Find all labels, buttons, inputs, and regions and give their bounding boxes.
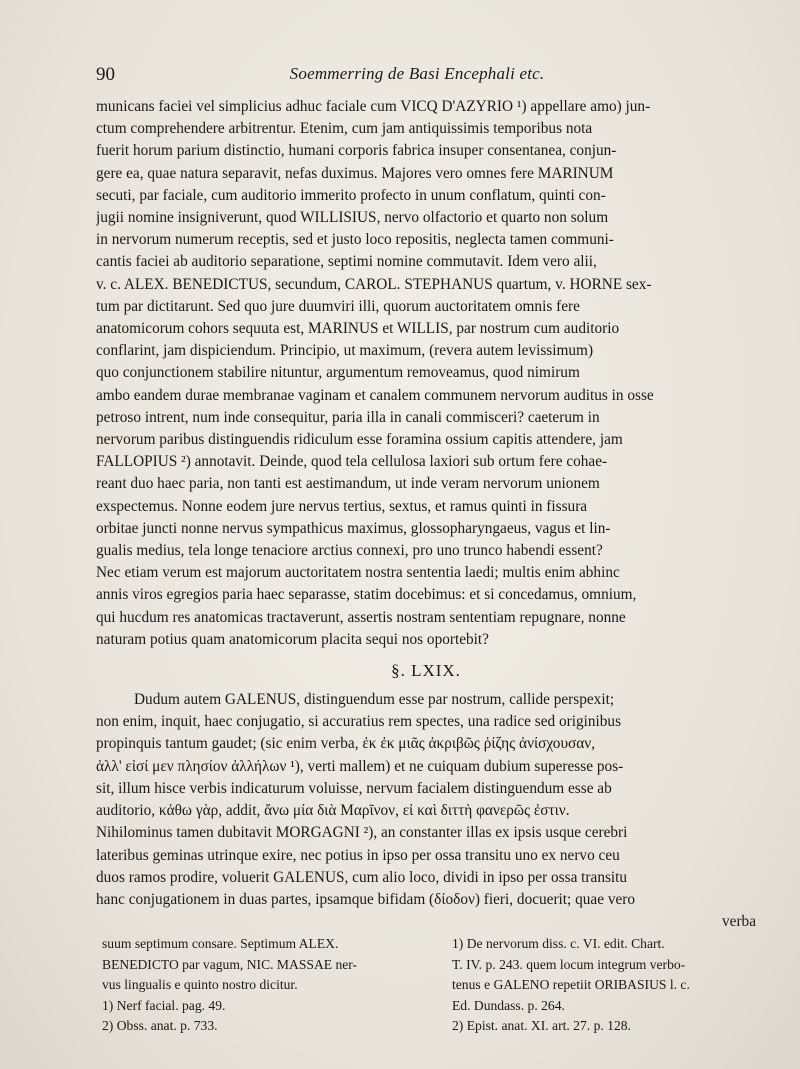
text-line: ἀλλ' εἰσί μεν πλησίον ἀλλήλων ¹), verti mallem) et ne cuiquam dubium superesse pos- — [96, 757, 624, 775]
text-line: ctum comprehendere arbitrentur. Etenim, cum jam antiquissimis temporibus nota — [96, 120, 593, 138]
footnotes-left-column — [102, 934, 417, 1037]
text-line: reant duo haec paria, non tanti est aestimandum, ut inde veram nervorum unionem — [96, 475, 600, 493]
text-line: nervorum paribus distinguendis ridiculum esse foramina ossium capitis attendere, jam — [96, 431, 623, 449]
text-line: jugii nomine insigniverunt, quod WILLISIUS, nervo olfactorio et quarto non solum — [96, 209, 609, 227]
footnote-line: 1) Nerf facial. pag. 49. — [102, 997, 226, 1013]
text-line: gualis medius, tela longe tenaciore arctius connexi, pro uno trunco habendi essent? — [96, 542, 603, 560]
text-line: municans faciei vel simplicius adhuc faciale cum VICQ D'AZYRIO ¹) appellare amo) jun- — [96, 98, 651, 115]
footnote-line: T. IV. p. 243. quem locum integrum verbo- — [452, 956, 686, 972]
text-line: in nervorum numerum receptis, sed et justo loco repositis, neglecta tamen communi- — [96, 231, 614, 249]
page-header — [96, 64, 738, 88]
footnote-line: vus lingualis e quinto nostro dicitur. — [102, 977, 298, 992]
text-line: propinquis tantum gaudet; (sic enim verba, ἐκ ἐκ μιᾶς ἀκριβῶς ῥίζης ἀνίσχουσαν, — [96, 735, 596, 753]
footnote-line: tenus e GALENO repetiit ORIBASIUS l. c. — [452, 977, 690, 992]
footnote-line: 1) De nervorum diss. c. VI. edit. Chart. — [452, 936, 665, 951]
footnote-line: suum septimum consare. Septimum ALEX. — [102, 936, 339, 951]
text-line: cantis faciei ab auditorio separatione, septimi nomine commutavit. Idem vero alii, — [96, 253, 597, 271]
text-line: duos ramos prodire, voluerit GALENUS, cum alio loco, dividi in ipso per ossa transitu — [96, 868, 628, 886]
text-line: tum par dictitarunt. Sed quo jure duumviri illi, quorum auctoritatem omnis fere — [96, 297, 580, 315]
text-line: conflarint, jam dispiciendum. Principio, ut maximum, (revera autem levissimum) — [96, 342, 594, 360]
catchword: verba — [722, 913, 756, 931]
text-line: lateribus geminas utrinque exire, nec potius in ipso per ossa transitu uno ex nervo ceu — [96, 846, 620, 864]
text-line: naturam potius quam anatomicorum placita sequi nos oportebit? — [96, 630, 489, 648]
text-line: fuerit horum parium distinctio, humani corporis fabrica insuper consentanea, conjun- — [96, 142, 617, 160]
footnote-line: BENEDICTO par vagum, NIC. MASSAE ner- — [102, 956, 358, 972]
text-line: orbitae juncti nonne nervus sympathicus maximus, glossopharyngaeus, vagus et lin- — [96, 519, 611, 537]
paragraph-2 — [96, 689, 756, 933]
text-line: v. c. ALEX. BENEDICTUS, secundum, CAROL. STEPHANUS quartum, v. HORNE sex- — [96, 275, 652, 293]
text-line: auditorio, κἀθω γὰρ, addit, ἄνω μία διὰ Μαρῖνον, εἰ καὶ διττὴ φανερῶς ἐστιν. — [96, 802, 570, 820]
footnote-line: 2) Epist. anat. XI. art. 27. p. 128. — [452, 1018, 631, 1033]
footnote-line: 2) Obss. anat. p. 733. — [102, 1018, 218, 1033]
text-line: petroso intrent, num inde consequitur, paria illa in canali commisceri? caeterum in — [96, 408, 600, 426]
text-line: hanc conjugationem in duas partes, ipsamque bifidam (δίοδον) fieri, docuerit; quae vero — [96, 890, 635, 908]
text-line: exspectemus. Nonne eodem jure nervus tertius, sextus, et ramus quinti in fissura — [96, 497, 588, 515]
text-line: non enim, inquit, haec conjugatio, si accuratius rem spectes, una radice sed originibus — [96, 713, 622, 731]
text-line: FALLOPIUS ²) annotavit. Deinde, quod tela cellulosa laxiori sub ortum fere cohae- — [96, 453, 608, 471]
text-line: quo conjunctionem stabilire nituntur, argumentum removeamus, quod nimirum — [96, 364, 580, 382]
footnote-line: Ed. Dundass. p. 264. — [452, 997, 565, 1013]
section-heading: §. LXIX. — [391, 661, 461, 681]
text-line: Dudum autem GALENUS, distinguendum esse par nostrum, callide perspexit; — [134, 691, 615, 709]
text-line: Nihilominus tamen dubitavit MORGAGNI ²), an constanter illas ex ipsis usque cerebri — [96, 824, 628, 842]
text-line: qui hucdum res anatomicas tractaverunt, assertis nostram sententiam repugnare, nonne — [96, 608, 626, 626]
text-line: ambo eandem durae membranae vaginam et canalem communem nervorum auditus in osse — [96, 386, 654, 404]
page-number: 90 — [96, 64, 115, 85]
footnotes-right-column — [452, 934, 767, 1037]
text-line: gere ea, quae natura separavit, nefas duximus. Majores vero omnes fere MARINUM — [96, 164, 614, 182]
running-title: Soemmerring de Basi Encephali etc. — [289, 64, 545, 83]
text-line: sit, illum hisce verbis indicaturum voluisse, nervum facialem distinguendum esse ab — [96, 779, 612, 797]
text-line: annis viros egregios paria haec separasse, statim docebimus: et si concedamus, omnium, — [96, 586, 637, 604]
main-text — [96, 96, 756, 933]
paragraph-1 — [96, 96, 756, 651]
text-line: Nec etiam verum est majorum auctoritatem nostra sententia laedi; multis enim abhinc — [96, 564, 620, 582]
text-line: anatomicorum cohors sequuta est, MARINUS et WILLIS, par nostrum cum auditorio — [96, 320, 620, 338]
text-line: secuti, par faciale, cum auditorio immerito profecto in unum conflatum, quinti con- — [96, 186, 606, 204]
